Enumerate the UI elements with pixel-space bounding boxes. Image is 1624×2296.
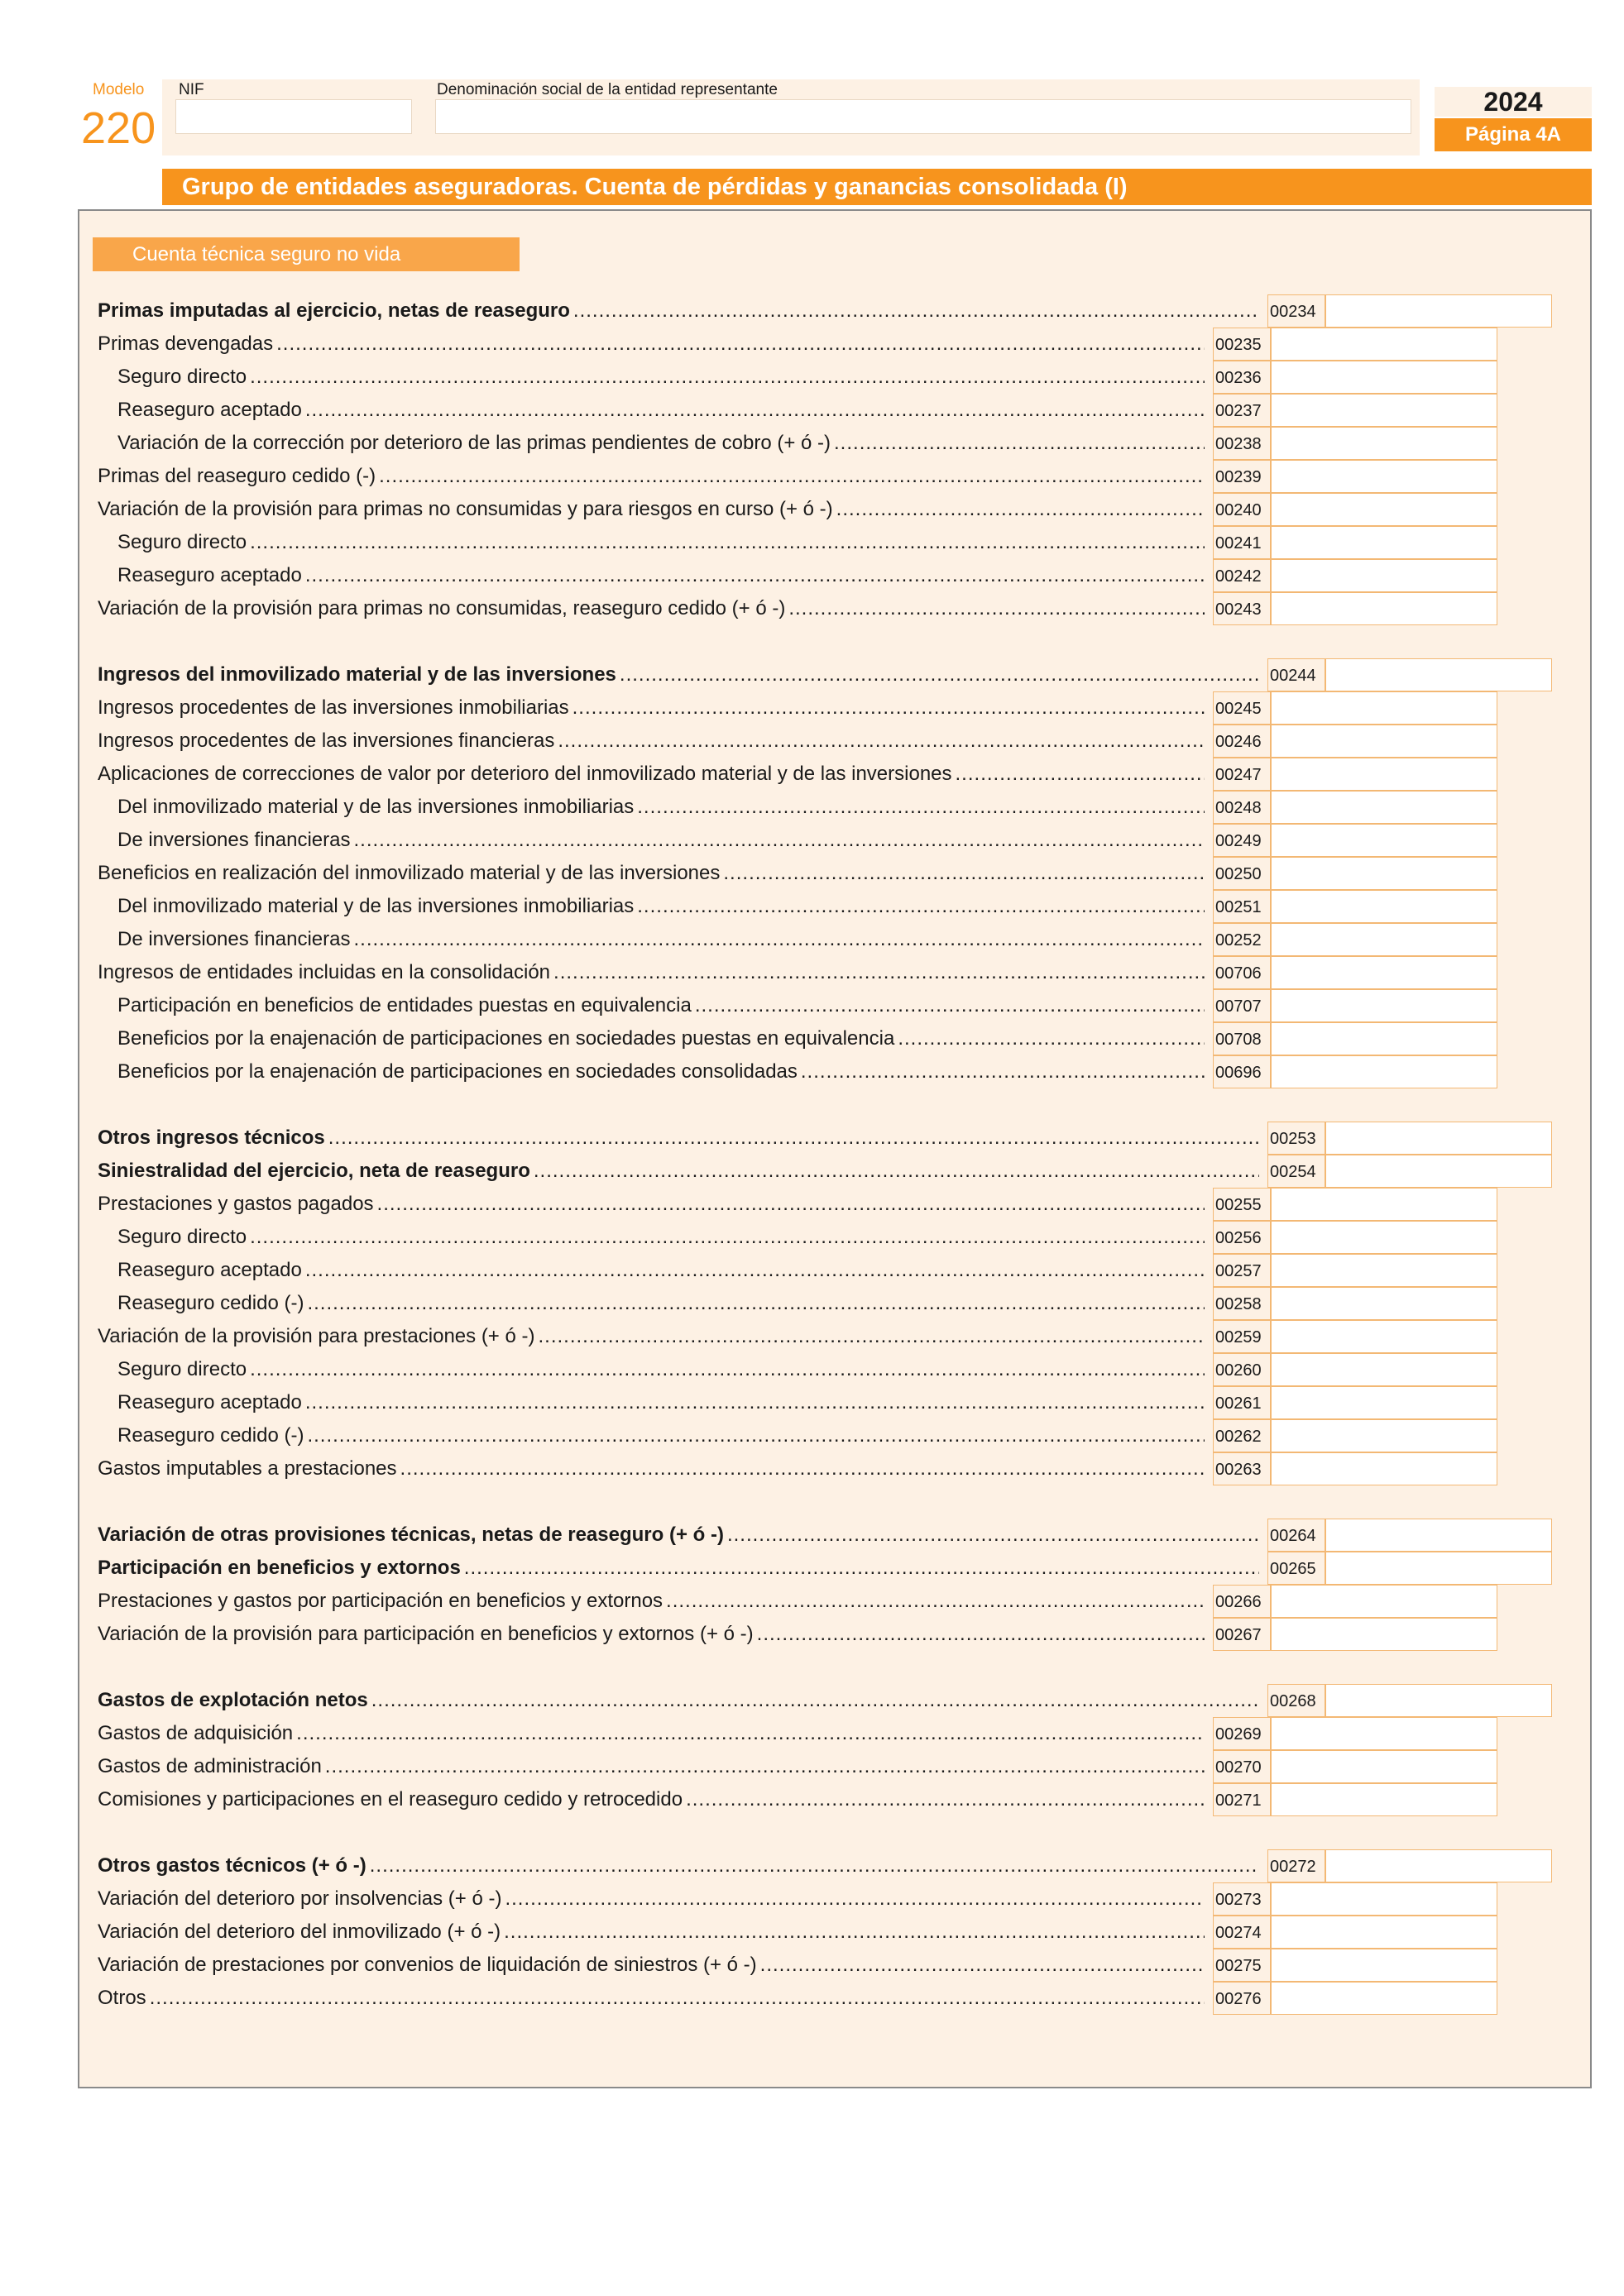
amount-field[interactable]: [1271, 824, 1497, 857]
row-label-text: Participación en beneficios y extornos: [98, 1557, 461, 1579]
row-label-text: Reaseguro cedido (-): [117, 1424, 304, 1447]
form-row: [98, 758, 1570, 791]
box-code: 00250: [1213, 857, 1271, 890]
form-row: [98, 1155, 1570, 1188]
form-row: [98, 1982, 1570, 2015]
leader-dots: [634, 890, 1205, 923]
row-label: [117, 1386, 1205, 1419]
denominacion-field[interactable]: [435, 99, 1411, 134]
row-label-text: Reaseguro cedido (-): [117, 1292, 304, 1314]
nif-label: NIF: [179, 81, 204, 98]
row-label-text: Variación de la provisión para primas no consumidas, reaseguro cedido (+ ó -): [98, 597, 786, 619]
row-label: [98, 658, 1259, 691]
form-row: [98, 1419, 1570, 1452]
row-label-text: De inversiones financieras: [117, 928, 351, 950]
row-label-text: Primas del reaseguro cedido (-): [98, 465, 376, 487]
section-tab: Cuenta técnica seguro no vida: [93, 237, 520, 271]
box-code: 00243: [1213, 592, 1271, 625]
row-label: [98, 956, 1205, 989]
amount-field[interactable]: [1271, 361, 1497, 394]
amount-field[interactable]: [1271, 493, 1497, 526]
leader-dots: [952, 758, 1205, 791]
leader-dots: [798, 1055, 1205, 1088]
amount-field[interactable]: [1271, 1386, 1497, 1419]
row-label-text: Variación del deterioro por insolvencias (+ ó -): [98, 1887, 502, 1910]
box-code: 00268: [1267, 1684, 1325, 1717]
amount-field[interactable]: [1325, 1122, 1552, 1155]
row-label-text: Reaseguro aceptado: [117, 1391, 302, 1413]
leader-dots: [683, 1783, 1205, 1816]
box-code: 00274: [1213, 1916, 1271, 1949]
row-label: [117, 1022, 1205, 1055]
box-code: 00237: [1213, 394, 1271, 427]
row-label: [98, 1585, 1205, 1618]
leader-dots: [322, 1750, 1205, 1783]
form-row: [98, 526, 1570, 559]
box-code: 00708: [1213, 1022, 1271, 1055]
row-label-text: Prestaciones y gastos pagados: [98, 1193, 374, 1215]
row-label-text: Seguro directo: [117, 1226, 247, 1248]
amount-field[interactable]: [1271, 394, 1497, 427]
row-label: [98, 493, 1205, 526]
leader-dots: [757, 1949, 1205, 1982]
form-row: [98, 1221, 1570, 1254]
row-label: [98, 1949, 1205, 1982]
row-label: [117, 1287, 1205, 1320]
leader-dots: [535, 1320, 1205, 1353]
form-row: [98, 725, 1570, 758]
row-label-text: Comisiones y participaciones en el reaseguro cedido y retrocedido: [98, 1788, 683, 1810]
box-code: 00248: [1213, 791, 1271, 824]
row-label: [117, 923, 1205, 956]
row-label-text: Beneficios por la enajenación de participaciones en sociedades puestas en equivalencia: [117, 1027, 895, 1050]
form-row: [98, 890, 1570, 923]
row-label: [117, 824, 1205, 857]
leader-dots: [302, 1386, 1205, 1419]
box-code: 00238: [1213, 427, 1271, 460]
form-row: [98, 1684, 1570, 1717]
form-row: [98, 1585, 1570, 1618]
row-label-text: Otros: [98, 1987, 146, 2009]
leader-dots: [376, 460, 1205, 493]
amount-field[interactable]: [1271, 1717, 1497, 1750]
row-label: [98, 460, 1205, 493]
form-row: [98, 1552, 1570, 1585]
leader-dots: [461, 1552, 1259, 1585]
row-label-text: Seguro directo: [117, 531, 247, 553]
leader-dots: [501, 1882, 1205, 1916]
amount-field[interactable]: [1271, 427, 1497, 460]
amount-field[interactable]: [1271, 460, 1497, 493]
box-code: 00249: [1213, 824, 1271, 857]
form-row: [98, 1386, 1570, 1419]
form-row: [98, 1122, 1570, 1155]
row-label-text: Reaseguro aceptado: [117, 399, 302, 421]
row-label: [98, 1122, 1259, 1155]
amount-field[interactable]: [1271, 1452, 1497, 1485]
form-row: [98, 1750, 1570, 1783]
box-code: 00242: [1213, 559, 1271, 592]
row-label-text: Variación de la corrección por deterioro de las primas pendientes de cobro (+ ó -): [117, 432, 831, 454]
box-code: 00263: [1213, 1452, 1271, 1485]
form-row: [98, 1849, 1570, 1882]
form-row: [98, 956, 1570, 989]
row-label: [98, 1188, 1205, 1221]
page-badge: Página 4A: [1435, 118, 1592, 151]
form-row: [98, 691, 1570, 725]
form-row: [98, 328, 1570, 361]
amount-field[interactable]: [1271, 1022, 1497, 1055]
leader-dots: [302, 559, 1205, 592]
box-code: 00266: [1213, 1585, 1271, 1618]
leader-dots: [247, 361, 1205, 394]
box-code: 00253: [1267, 1122, 1325, 1155]
row-label: [98, 328, 1205, 361]
amount-field[interactable]: [1271, 1419, 1497, 1452]
amount-field[interactable]: [1325, 1519, 1552, 1552]
box-code: 00261: [1213, 1386, 1271, 1419]
box-code: 00267: [1213, 1618, 1271, 1651]
row-label: [117, 427, 1205, 460]
amount-field[interactable]: [1325, 294, 1552, 328]
row-label-text: Reaseguro aceptado: [117, 1259, 302, 1281]
row-label: [98, 294, 1259, 328]
row-label: [98, 1320, 1205, 1353]
row-label: [117, 890, 1205, 923]
row-label: [98, 1783, 1205, 1816]
row-label: [117, 1221, 1205, 1254]
row-label: [117, 361, 1205, 394]
leader-dots: [350, 824, 1205, 857]
amount-field[interactable]: [1325, 1155, 1552, 1188]
box-code: 00246: [1213, 725, 1271, 758]
amount-field[interactable]: [1271, 526, 1497, 559]
amount-field[interactable]: [1271, 1188, 1497, 1221]
leader-dots: [247, 526, 1205, 559]
form-row: [98, 989, 1570, 1022]
form-row: [98, 1783, 1570, 1816]
form-row: [98, 394, 1570, 427]
row-label: [117, 1353, 1205, 1386]
row-label-text: Variación de otras provisiones técnicas, netas de reaseguro (+ ó -): [98, 1523, 724, 1546]
amount-field[interactable]: [1271, 956, 1497, 989]
row-label-text: Seguro directo: [117, 366, 247, 388]
box-code: 00244: [1267, 658, 1325, 691]
box-code: 00234: [1267, 294, 1325, 328]
box-code: 00270: [1213, 1750, 1271, 1783]
leader-dots: [831, 427, 1205, 460]
form-row: [98, 1055, 1570, 1088]
amount-field[interactable]: [1271, 328, 1497, 361]
row-label-text: Gastos imputables a prestaciones: [98, 1457, 397, 1480]
leader-dots: [146, 1982, 1205, 2015]
box-code: 00257: [1213, 1254, 1271, 1287]
row-label: [117, 559, 1205, 592]
row-label: [98, 1452, 1205, 1485]
form-row: [98, 1320, 1570, 1353]
leader-dots: [570, 294, 1259, 328]
row-label: [98, 592, 1205, 625]
leader-dots: [302, 394, 1205, 427]
row-label: [98, 1552, 1259, 1585]
leader-dots: [692, 989, 1205, 1022]
leader-dots: [374, 1188, 1205, 1221]
box-code: 00251: [1213, 890, 1271, 923]
leader-dots: [724, 1519, 1259, 1552]
row-label-text: Gastos de administración: [98, 1755, 322, 1777]
leader-dots: [550, 956, 1205, 989]
amount-field[interactable]: [1271, 592, 1497, 625]
leader-dots: [350, 923, 1205, 956]
row-label-text: Siniestralidad del ejercicio, neta de reaseguro: [98, 1160, 530, 1182]
amount-field[interactable]: [1271, 1750, 1497, 1783]
amount-field[interactable]: [1325, 658, 1552, 691]
leader-dots: [833, 493, 1205, 526]
row-label-text: Beneficios en realización del inmovilizado material y de las inversiones: [98, 862, 721, 884]
row-label: [117, 989, 1205, 1022]
leader-dots: [754, 1618, 1205, 1651]
row-label: [98, 725, 1205, 758]
year-badge: 2024: [1435, 87, 1592, 117]
leader-dots: [273, 328, 1205, 361]
box-code: 00259: [1213, 1320, 1271, 1353]
box-code: 00265: [1267, 1552, 1325, 1585]
row-label-text: Variación de la provisión para primas no consumidas y para riesgos en curso (+ ó -): [98, 498, 833, 520]
form-row: [98, 923, 1570, 956]
leader-dots: [785, 592, 1205, 625]
box-code: 00247: [1213, 758, 1271, 791]
leader-dots: [304, 1419, 1205, 1452]
box-code: 00240: [1213, 493, 1271, 526]
row-label: [98, 1882, 1205, 1916]
box-code: 00256: [1213, 1221, 1271, 1254]
row-label: [117, 1055, 1205, 1088]
row-label: [98, 857, 1205, 890]
form-row: [98, 1618, 1570, 1651]
modelo-label: Modelo: [93, 81, 145, 98]
box-code: 00706: [1213, 956, 1271, 989]
amount-field[interactable]: [1325, 1849, 1552, 1882]
box-code: 00696: [1213, 1055, 1271, 1088]
page-title: Grupo de entidades aseguradoras. Cuenta de pérdidas y ganancias consolidada (I): [162, 169, 1592, 205]
box-code: 00272: [1267, 1849, 1325, 1882]
leader-dots: [569, 691, 1205, 725]
row-label-text: Ingresos procedentes de las inversiones inmobiliarias: [98, 696, 569, 719]
form-row: [98, 1022, 1570, 1055]
row-label-text: Variación del deterioro del inmovilizado (+ ó -): [98, 1921, 501, 1943]
row-label-text: Reaseguro aceptado: [117, 564, 302, 586]
form-row: [98, 857, 1570, 890]
leader-dots: [302, 1254, 1205, 1287]
row-label: [98, 1982, 1205, 2015]
row-label: [98, 758, 1205, 791]
amount-field[interactable]: [1325, 1684, 1552, 1717]
leader-dots: [368, 1684, 1259, 1717]
row-label: [117, 1419, 1205, 1452]
row-label-text: Gastos de explotación netos: [98, 1689, 368, 1711]
row-label-text: Del inmovilizado material y de las inversiones inmobiliarias: [117, 895, 635, 917]
form-row: [98, 1916, 1570, 1949]
row-label-text: Variación de la provisión para participación en beneficios y extornos (+ ó -): [98, 1623, 754, 1645]
row-label-text: Ingresos procedentes de las inversiones financieras: [98, 729, 555, 752]
form-row: [98, 824, 1570, 857]
row-label-text: Gastos de adquisición: [98, 1722, 294, 1744]
amount-field[interactable]: [1271, 691, 1497, 725]
amount-field[interactable]: [1271, 923, 1497, 956]
amount-field[interactable]: [1271, 989, 1497, 1022]
row-label: [98, 691, 1205, 725]
amount-field[interactable]: [1271, 1618, 1497, 1651]
box-code: 00235: [1213, 328, 1271, 361]
row-label: [117, 526, 1205, 559]
form-row: [98, 592, 1570, 625]
form-row: [98, 460, 1570, 493]
row-label: [98, 1849, 1259, 1882]
amount-field[interactable]: [1271, 791, 1497, 824]
row-label-text: Del inmovilizado material y de las inversiones inmobiliarias: [117, 796, 635, 818]
box-code: 00255: [1213, 1188, 1271, 1221]
row-label-text: Otros gastos técnicos (+ ó -): [98, 1854, 366, 1877]
row-label-text: Ingresos de entidades incluidas en la consolidación: [98, 961, 551, 983]
row-label: [98, 1916, 1205, 1949]
amount-field[interactable]: [1271, 1916, 1497, 1949]
form-row: [98, 791, 1570, 824]
row-label: [98, 1717, 1205, 1750]
box-code: 00241: [1213, 526, 1271, 559]
box-code: 00262: [1213, 1419, 1271, 1452]
box-code: 00252: [1213, 923, 1271, 956]
box-code: 00260: [1213, 1353, 1271, 1386]
nif-field[interactable]: [175, 99, 412, 134]
box-code: 00707: [1213, 989, 1271, 1022]
leader-dots: [397, 1452, 1205, 1485]
box-code: 00239: [1213, 460, 1271, 493]
form-row: [98, 1353, 1570, 1386]
leader-dots: [554, 725, 1205, 758]
row-label-text: Primas devengadas: [98, 332, 274, 355]
amount-field[interactable]: [1271, 857, 1497, 890]
form-row: [98, 658, 1570, 691]
box-code: 00236: [1213, 361, 1271, 394]
box-code: 00273: [1213, 1882, 1271, 1916]
form-row: [98, 1452, 1570, 1485]
amount-field[interactable]: [1271, 559, 1497, 592]
leader-dots: [304, 1287, 1205, 1320]
row-label-text: Participación en beneficios de entidades puestas en equivalencia: [117, 994, 692, 1016]
leader-dots: [663, 1585, 1205, 1618]
amount-field[interactable]: [1271, 1320, 1497, 1353]
row-label-text: Prestaciones y gastos por participación en beneficios y extornos: [98, 1590, 663, 1612]
form-row: [98, 1949, 1570, 1982]
leader-dots: [720, 857, 1205, 890]
row-label: [117, 791, 1205, 824]
row-label-text: Beneficios por la enajenación de participaciones en sociedades consolidadas: [117, 1060, 798, 1083]
form-row: [98, 559, 1570, 592]
form-row: [98, 1287, 1570, 1320]
form-row: [98, 1717, 1570, 1750]
box-code: 00269: [1213, 1717, 1271, 1750]
amount-field[interactable]: [1271, 890, 1497, 923]
row-label: [117, 394, 1205, 427]
form-row: [98, 1519, 1570, 1552]
row-label-text: Primas imputadas al ejercicio, netas de reaseguro: [98, 299, 570, 322]
box-code: 00254: [1267, 1155, 1325, 1188]
row-label: [98, 1618, 1205, 1651]
row-label-text: Ingresos del inmovilizado material y de las inversiones: [98, 663, 616, 686]
row-label-text: Otros ingresos técnicos: [98, 1126, 325, 1149]
row-label: [98, 1519, 1259, 1552]
amount-field[interactable]: [1271, 1882, 1497, 1916]
header-identification: [162, 79, 1420, 155]
row-label-text: Seguro directo: [117, 1358, 247, 1380]
leader-dots: [634, 791, 1205, 824]
row-label: [98, 1750, 1205, 1783]
form-row: [98, 1254, 1570, 1287]
leader-dots: [501, 1916, 1205, 1949]
form-row: [98, 1188, 1570, 1221]
amount-field[interactable]: [1271, 1055, 1497, 1088]
form-row: [98, 294, 1570, 328]
leader-dots: [616, 658, 1259, 691]
row-label: [98, 1684, 1259, 1717]
amount-field[interactable]: [1271, 1585, 1497, 1618]
amount-field[interactable]: [1271, 758, 1497, 791]
box-code: 00276: [1213, 1982, 1271, 2015]
row-label-text: De inversiones financieras: [117, 829, 351, 851]
amount-field[interactable]: [1271, 725, 1497, 758]
leader-dots: [247, 1221, 1205, 1254]
leader-dots: [894, 1022, 1205, 1055]
box-code: 00271: [1213, 1783, 1271, 1816]
amount-field[interactable]: [1271, 1254, 1497, 1287]
box-code: 00275: [1213, 1949, 1271, 1982]
leader-dots: [293, 1717, 1205, 1750]
row-label-text: Variación de prestaciones por convenios de liquidación de siniestros (+ ó -): [98, 1954, 757, 1976]
form-row: [98, 1882, 1570, 1916]
amount-field[interactable]: [1271, 1783, 1497, 1816]
amount-field[interactable]: [1271, 1221, 1497, 1254]
denominacion-label: Denominación social de la entidad representante: [437, 81, 778, 98]
leader-dots: [366, 1849, 1259, 1882]
box-code: 00264: [1267, 1519, 1325, 1552]
amount-field[interactable]: [1271, 1287, 1497, 1320]
row-label-text: Variación de la provisión para prestaciones (+ ó -): [98, 1325, 535, 1347]
modelo-number: 220: [81, 103, 156, 153]
amount-field[interactable]: [1271, 1949, 1497, 1982]
amount-field[interactable]: [1271, 1982, 1497, 2015]
leader-dots: [247, 1353, 1205, 1386]
box-code: 00245: [1213, 691, 1271, 725]
form-row: [98, 493, 1570, 526]
leader-dots: [325, 1122, 1259, 1155]
row-label: [117, 1254, 1205, 1287]
amount-field[interactable]: [1325, 1552, 1552, 1585]
box-code: 00258: [1213, 1287, 1271, 1320]
row-label: [98, 1155, 1259, 1188]
form-row: [98, 427, 1570, 460]
row-label-text: Aplicaciones de correcciones de valor por deterioro del inmovilizado material y de las inversiones: [98, 763, 952, 785]
form-row: [98, 361, 1570, 394]
amount-field[interactable]: [1271, 1353, 1497, 1386]
leader-dots: [530, 1155, 1259, 1188]
